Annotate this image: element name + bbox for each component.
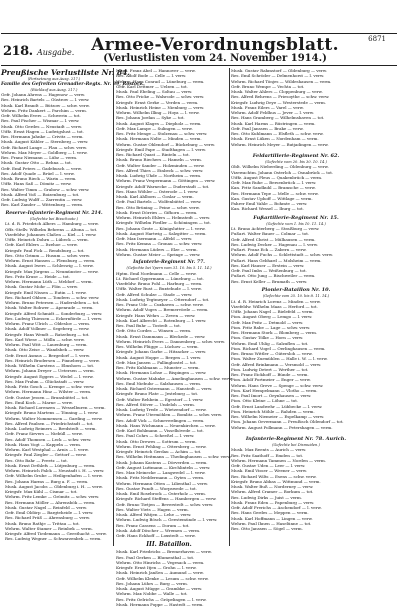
casualty-list	[1, 221, 107, 541]
list-item: Res. Emil Niebuhr — Salzhausen — verm.	[116, 380, 202, 386]
list-item: Res. Adolf Thomsen — Leck — schw. verw.	[5, 436, 92, 442]
list-item: Gefr. Paul Janssen — Brake — verw.	[231, 125, 304, 131]
list-item: Musk. August Jacobs — Oldenburg i. H. — verw.	[5, 483, 103, 489]
list-item: Musk. Gustav Nagel — Reinfeld — verw.	[5, 504, 87, 510]
list-item: Musk. Gustav Otto — Rehna — tot.	[1, 160, 72, 166]
list-item: Wehrm. Heinrich Meyer — Butjadingen — verw.	[231, 141, 329, 147]
list-item: Res. Gustav Pundt — Worpswede — tot.	[116, 485, 197, 491]
list-item: Gefr. Wilhelm Grube — Heiligenhafen — l. verw.	[5, 473, 103, 479]
column-1	[1, 68, 145, 548]
list-item: Res. Walter Viets — Hagen — verm.	[116, 506, 189, 512]
list-item: Musk. Karl Hoffmann — Lingen — verw.	[231, 515, 313, 521]
list-item: Res. Franz Cassens — Dorum — tot.	[116, 522, 190, 528]
list-item: Wehrm. Franz Utermöhlen — Bomlitz — schw. verw.	[116, 412, 223, 418]
list-item: Res. Karl Hauser — Erstein — verw.	[231, 262, 305, 268]
list-item: Wehrm. Heinrich Evers — Dannenberg — schw. verw.	[116, 338, 225, 344]
list-item: Gefr. Walter Sander — Holzminden — verw.	[116, 162, 205, 168]
list-item: Gefr. Otto Cordes — Winsen — verm.	[116, 328, 192, 334]
list-item: Res. Ludwig Thiessen — Eckernförde — l. verw.	[5, 315, 103, 321]
list-item: Wehrm. Fritz Dankert — Parchim — verm.	[1, 107, 87, 113]
list-item: Res. Hans Gramberg — Wilhelmshaven — tot.	[231, 115, 325, 121]
list-item: Musk. Richard Ostermann — Hanstedt — verw.	[116, 386, 213, 392]
list-item: Lt. Bruno Achterberg — Straßburg — verw.	[231, 226, 320, 232]
list-item: Musk. Ernst Lüken — Nordenham — verm.	[231, 136, 319, 142]
list-item: Musk. Ludwig Reimers — Bredstedt — verm.	[5, 426, 97, 432]
section-subtitle: (Gefechte bei Bixschoote.)	[29, 216, 79, 221]
list-item: Gefr. Ernst Landwehr — Lübbecke — l. verw.	[231, 403, 323, 409]
list-item: Gefr. August Luttmann — Kirchlinteln — verw.	[116, 464, 211, 470]
issue-label: Ausgabe.	[37, 48, 75, 57]
casualty-list	[116, 68, 222, 257]
list-item: Musk. Hans Wichmann — Neuenkirchen — verw.	[116, 422, 216, 428]
list-item: Kriegsfr. Johann Garbe — Hitzacker — verw.	[116, 349, 207, 355]
list-item: Kriegsfr. Ernst Gerke — Verden — verm.	[116, 99, 199, 105]
list-item: Oblt. Wilhelm Nieberding — Oldenburg — verw.	[231, 164, 329, 170]
list-item: Res. Hermann Tepe — Melle — schw. verw.	[231, 190, 319, 196]
list-item: Wehrm. Paul Ihnen — Haselünne — tot.	[231, 520, 312, 526]
section-subtitle: (Gefechte bei Ypern vom 31. 10. bis 5. 11. 14.)	[126, 266, 212, 270]
list-item: Res. Johann Jordan — Syke — tot.	[116, 115, 185, 121]
list-item: Wehrm. Paul Witt — Lauenburg — verm.	[5, 342, 88, 348]
list-item: Wehrm. Wilhelm Illing — Hoya — l. verw.	[116, 110, 200, 115]
list-item: Lt. Richard Oppermann — Lüneburg — tot.	[116, 275, 204, 281]
section-title: Preußische Verlustliste Nr. 84.	[1, 68, 130, 77]
list-item: Kan. Gustav Uphoff — Wittlage — verm.	[231, 195, 313, 201]
list-item: Gefr. Ernst Asmus — Bergedorf — l. verw.	[5, 352, 90, 358]
list-item: Musk. Otto Gerdes — Neustadt — verw.	[1, 123, 82, 129]
list-item: Musk. August Hartwig — Salzgitter — verm.	[116, 230, 207, 236]
list-item: Gefr. Richard Lange — Plau — schw. verw.	[1, 144, 87, 150]
list-item: Utffz. Ernst Hagen — Ludwigslust — tot.	[1, 128, 84, 134]
column-divider-2	[229, 68, 230, 546]
list-item: Res. Max Frahm — Glückstadt — verw.	[5, 378, 85, 384]
list-item: Musk. Ernst Dörries — Gifhorn — verm.	[116, 209, 198, 215]
list-item: Res. Alfred Behrens — Friesoythe — schw. verw.	[231, 94, 330, 100]
list-item: Res. Franz Niemann — Lübz — verm.	[1, 155, 78, 161]
list-item: Musk. Otto Drewes — Sottrum — verm.	[116, 438, 197, 444]
list-item: Kriegsfr. Ludwig Deye — Westerstede — verm.	[231, 99, 326, 105]
list-item: Wehrm. Bruno Petersen — Hadersleben — tot.	[5, 300, 100, 306]
list-item: Musk. August Hoppe — Bergen — l. verw.	[116, 354, 202, 360]
list-item: Gefr. Johann Ahrens — Hagenow — verw.	[1, 92, 85, 98]
list-item: Utffz. Walter Rust — Buxtehude — l. verw.	[116, 286, 202, 292]
list-item: Res. Alfred Stöver — Undeloh — verm.	[116, 401, 195, 407]
list-item: Gefr. Max Isermann — Alfeld — verw.	[116, 236, 193, 241]
list-item: Lt. d. R. Heinrich Lorenz — Minden — verw.	[231, 298, 321, 304]
list-item: Gefr. Wilhelm Evers — Schwerin — tot.	[1, 113, 81, 119]
list-item: Musk. Franz Eilers — Varel — verw.	[231, 104, 304, 110]
list-item: Gefr. Franz Sievers — Niebüll — verw.	[5, 431, 83, 437]
list-item: Musk. Johann Kastens — Dörverden — verm.	[116, 459, 208, 465]
list-item: Gefr. Max Peitz — Detmold — verw.	[231, 319, 304, 325]
list-item: Kriegsfr. Emil Pape — Stadthagen — l. verw.	[116, 146, 207, 152]
list-item: Wehrm. Otto Hinrichs — Vegesack — verm.	[116, 559, 205, 565]
list-item: Wehrm. Emil Uhlig — Salzuflen — tot.	[231, 340, 309, 346]
list-item: Musk. August Iwers — Schleswig — l. verw.	[5, 263, 94, 269]
list-item: Res. Franz Eickhoff — Bünde — verm.	[231, 372, 309, 378]
list-item: Musk. Wilhelm Carstens — Elmshorn — tot.	[5, 363, 95, 369]
list-item: Musk. Hermann Nolte — Minden — verm.	[116, 136, 202, 142]
list-item: Res. Wilhelm Flügge — Lüchow — verm.	[116, 344, 199, 350]
list-item: Musk. Paul Ebeling — Soltau — verw.	[116, 89, 193, 94]
list-item: Musk. Franz Abel — Hannover — verw.	[116, 68, 196, 73]
list-item: Musk. Otto Zeise — Wandsbek — verw.	[5, 347, 85, 353]
list-item: Res. Alfred Thies — Einbeck — schw. verw.	[116, 167, 204, 173]
list-item: Pion. Otto Kleine — Löhne — tot.	[231, 398, 299, 404]
list-item: Wehrm. Walter Stamer — Reinbek — verm.	[5, 525, 93, 531]
list-item: Res. Paul Fischer — Wismar — l. verw.	[1, 118, 80, 124]
list-item: Pion. Heinrich Möhle — Rahden — verm.	[231, 408, 315, 414]
list-item: Wehrm. Heinrich Falck — Neustadt i. H. — verw.	[5, 468, 105, 474]
list-item: Res. Karl Wiese — Mölln — schw. verw.	[5, 336, 85, 342]
list-item: Kriegsfr. Max Kühl — Cismar — tot.	[5, 489, 78, 495]
column-divider-1	[113, 68, 114, 546]
section-title: Fußartillerie-Regiment Nr. 15.	[253, 214, 339, 221]
list-item: Res. Paul Imort — Oeynhausen — verw.	[231, 393, 312, 399]
column-3	[231, 68, 361, 548]
list-item: Wehrm. Johann Dreyer — Uetersen — verm.	[5, 368, 95, 374]
list-item: Musk. Adolf Döscher — Wremen — verm.	[116, 527, 201, 533]
list-item: Wehrm. Ernst Hansen — Flensburg — verm.	[5, 258, 96, 264]
list-item: Gefr. Gustav Jessen — Brunsbüttel — tot.	[5, 394, 89, 400]
section-title: III. Bataillon.	[146, 541, 192, 549]
list-item: Fußart. Walter Bauer — Colmar — tot.	[231, 231, 310, 237]
list-item: Res. Paul Buhr — Tostedt — tot.	[116, 323, 181, 329]
list-item: Kriegsfr. Wilhelm Fiedler — Schöningen — tot.	[116, 220, 211, 226]
list-item: Wehrm. Ludwig Bösch — Geestemünde — l. verw.	[116, 517, 218, 523]
casualty-list	[231, 226, 361, 284]
list-item: Wehrm. Hermann Otten — Lilienthal — verw.	[116, 480, 209, 486]
list-item: Wehrm. Gustav Meier — Springe — verw.	[116, 251, 201, 257]
list-item: Res. Fritz Menge — Stolzenau — schw. verw.	[116, 131, 208, 136]
casualty-list	[116, 270, 233, 539]
list-item: Wehrm. Alfred Cramer — Borkum — tot.	[231, 489, 314, 495]
list-item: Wehrm. Max Meyer — Goldberg — l. verw.	[1, 149, 88, 155]
list-item: Wehrm. Franz Vespermann — Göttingen — verw.	[116, 178, 216, 184]
list-item: Musk. Karl Albrecht — Rotenburg — l. verw.	[116, 317, 207, 323]
list-item: Musk. Adolf Vollmer — Segeberg — verw.	[5, 326, 90, 332]
list-item: Utffz. Hans Saß — Dömitz — verw.	[1, 181, 72, 187]
casualty-list	[1, 92, 107, 208]
list-item: Res. Heinrich Bartels — Güstrow — l. verw.	[1, 97, 90, 103]
list-item: Res. Walter Timm — Grabow — schw. verw.	[1, 186, 90, 192]
list-item: Musk. Richard Lorenzen — Wesselburen — verm.	[5, 405, 106, 411]
list-item: Wehrm. Richard Tönjes — Wildeshausen — verm.	[231, 78, 332, 84]
list-item: Res. Paul Cohrs — Scheeßel — l. verw.	[116, 433, 195, 439]
list-item: Musk. Gustav Mohr — Plön — verw.	[5, 284, 78, 290]
list-item: Gefr. Alfred Brinkmann — Versmold — verw.	[231, 361, 322, 367]
section-subtitle: (Gefechte vom 1. bis 10. 11. 14.)	[266, 221, 326, 226]
list-item: Kriegsfr. Adolf Warnecke — Duderstadt — tot.	[116, 183, 210, 189]
list-item: Res. Ernst Keller — Brumath — verw.	[231, 278, 308, 284]
list-item: Res. Ludwig Decker — Hagenau — l. verw.	[231, 241, 318, 247]
list-item: Res. Franz Ude — Cuxhaven — schw. verw.	[116, 302, 204, 308]
list-item: Musk. Walter Rohwer — Apenrade — verm.	[5, 305, 94, 311]
list-item: Res. Adolf Bode — Celle — l. verw.	[116, 73, 187, 79]
list-item: Fußart. Otto Jung — Bischweiler — verm.	[231, 273, 316, 279]
list-item: Pion. August Oberg — Lemgo — l. verw.	[231, 314, 313, 320]
list-item: Res. Wilhelm Heitmann — Thedinghausen — schw. verw.	[116, 454, 232, 460]
list-item: Res. Otto Kuhlmann — Elsfleth — schw. verw.	[231, 131, 324, 136]
list-item: Pion. Gustav Tölke — Horn — verw.	[231, 335, 304, 341]
list-item: Fahrer Emil Vahle — Bohmte — verw.	[231, 201, 308, 207]
list-item: Musk. Hermann Lüders — Elze — verm.	[116, 246, 198, 252]
list-item: Offz.-Stellv. Wilhelm Behrens — Altona — tot.	[5, 226, 98, 232]
list-item: Musk. Karl Brandt — Bützow — schw. verw.	[1, 102, 90, 108]
list-item: Vizewachtm. Johann Osterloh — Osnabrück — tot.	[231, 169, 334, 175]
list-item: Res. Otto Grimm — Husum — schw. verw.	[5, 252, 90, 258]
casualty-list	[231, 164, 361, 211]
list-item: Gefr. Max Lampe — Sulingen — verw.	[116, 125, 193, 131]
list-item: Fußart. Franz Eck — Zabern — verw.	[231, 247, 307, 253]
list-item: Utffz. August Pleus — Quakenbrück — verm.	[231, 174, 323, 180]
list-item: Res. Fritz Kemna — Gronau — schw. verw.	[116, 241, 203, 247]
list-item: Utffz. Heinrich Dohrn — Lübeck — verm.	[5, 237, 89, 243]
list-item: Gefr. Emil Oldörp — Bargteheide — l. verw.	[5, 510, 94, 516]
list-item: Res. Adolf Vick — Schneverdingen — verm.	[116, 417, 205, 423]
list-item: Musk. Emil Rosebrock — Osterholz — verm.	[116, 491, 207, 497]
section-title: Feldartillerie-Regiment Nr. 62.	[252, 152, 340, 159]
list-item: Musk. Fritz Gosch — Krempe — schw. verw.	[5, 384, 95, 390]
list-item: Musk. August Mügge — Grambke — verw.	[116, 586, 203, 592]
list-item: Res. Karl Zander — Wittenburg — verm.	[1, 202, 84, 208]
list-item: Res. Emil Schröder — Delmenhorst — l. verw.	[231, 73, 325, 79]
list-item: Res. Hermann Möller — Ahrensbök — verm.	[5, 499, 96, 505]
list-item: Pion. Johann Oevermann — Preußisch Oldendorf — tot.	[231, 419, 344, 425]
list-item: Res. Richard Wilts — Esens — schw. verw.	[231, 473, 317, 479]
list-item: Lt. d. R. Friedrich Albers — Hamburg — verw.	[5, 221, 99, 227]
list-item: Gefr. Karl Bohlmann — Visselhövede — tot.	[116, 428, 204, 434]
list-item: Res. Otto Fricke — Walsrode — schw. verw.	[116, 94, 205, 100]
column-2	[116, 68, 233, 607]
casualty-list	[231, 68, 361, 147]
list-item: Res. Adolf Quade — Brüel — l. verw.	[1, 170, 75, 176]
list-item: Musk. Ernst Dethlefs — Lütjenburg — verm.	[5, 462, 96, 468]
section-title: Infanterie-Regiment Nr. 77.	[133, 260, 205, 265]
list-item: Musk. Walter Ahlers — Cloppenburg — verw.	[231, 89, 323, 94]
list-item: Kriegsfr. Heinrich Gerdau — Achim — tot.	[116, 449, 202, 455]
list-item: Res. Fritz Oelrichs — Gröpelingen — l. verw.	[116, 596, 207, 602]
list-item: Res. Ludwig Dirks — Juist — verm.	[231, 494, 303, 500]
list-item: Res. Otto Janssen — Sögel — verm.	[231, 526, 303, 532]
casualty-list	[231, 299, 361, 430]
list-item: Musk. Ludwig Uhde — Northeim — verm.	[116, 173, 202, 178]
page-subtitle: (Verlustlisten vom 24. November 1914.)	[103, 53, 327, 64]
list-item: Musk. Ludwig Trede — Wietzendorf — verw.	[116, 407, 207, 413]
list-item: Kriegsfr. Richard Steffens — Hambergen — verw.	[116, 496, 217, 502]
list-item: Musk. Bruno Rieck — Warin — verm.	[1, 176, 77, 182]
list-item: Musk. Bruno Riechers — Hameln — verm.	[116, 157, 202, 163]
list-item: Musk. Franz Eden — Papenburg — verw.	[231, 499, 315, 505]
section-subtitle: (Rücklauf aus Ausg. 217.)	[30, 87, 78, 92]
list-item: Res. Richard Prüß — Ahrensburg — verw.	[5, 515, 90, 521]
list-item: Utffz. Johann Nagel — Bielefeld — verm.	[231, 309, 314, 315]
list-item: Gefr. Wilhelm Klenke — Lesum — schw. verw.	[116, 575, 209, 581]
list-item: Res. Bruno Wittler — Gütersloh — verw.	[231, 351, 313, 357]
list-item: Musk. Emil Visser — Weener — verw.	[231, 468, 308, 474]
list-item: Gefr. Walter Rehbein — Egestorf — l. verw.	[116, 396, 204, 402]
list-item: Musk. Ludwig Tegtmeyer — Otterndorf — tot.	[116, 296, 210, 302]
list-item: Kriegsfr. Paul Ziegler — Gettorf — verw.	[5, 452, 87, 458]
list-item: Gefr. Max Ruhe — Bersenbrück — l. verw.	[231, 180, 317, 186]
list-item: Res. Emil Koch — Marne — verw.	[5, 399, 73, 405]
list-item: Musk. August Klages — Diepholz — verm.	[116, 120, 202, 126]
list-item: Res. Fritz Kruse — Heide — tot.	[5, 273, 70, 279]
list-item: Res. Otto Bahr — Preetz — tot.	[5, 457, 68, 463]
list-item: Kriegsfr. Bruno Abbas — Wittmund — verm.	[231, 478, 321, 484]
page-number: 6871	[368, 35, 386, 43]
list-item: Kriegsfr. Ernst Itjen — Grohn — l. verw.	[116, 565, 197, 571]
list-item: Musk. Fritz Neddermann — Oyten — verm.	[116, 475, 205, 481]
list-item: Wehrm. Hermann Lüth — Meldorf — verm.	[5, 279, 93, 285]
list-item: Wehrm. Adolf Feldhus — Jever — l. verw.	[231, 110, 315, 115]
list-item: Musk. Ernst Dammann — Bleckede — verw.	[116, 333, 206, 339]
list-item: Res. Ludwig Wegner — Schwarzenbek — verm.	[5, 536, 102, 542]
list-item: Gefr. Bruno Wempe — Vechta — tot.	[231, 83, 305, 89]
list-item: Vizefeldw. Johannes Claßen — Kiel — l. verw.	[5, 231, 97, 237]
list-item: Kriegsfr. Alfred Schmidt — Sonderburg — verw.	[5, 310, 103, 316]
list-item: Wehrm. Karl Westphal — Arnis — l. verw.	[5, 447, 89, 453]
list-item: Res. Richard Quast — Rinteln — tot.	[116, 152, 190, 157]
header-rule-top	[1, 33, 397, 34]
list-item: Kriegsfr. August Eggers — Wedel — l. verw.	[5, 373, 94, 379]
list-item: Pion. Richard Vogel — Oerlinghausen — verm.	[231, 345, 326, 351]
list-item: Musk. Walter Buß — Norderney — verw.	[231, 484, 314, 490]
list-item: Wehrm. Hermann Tammen — Norden — verm.	[231, 457, 326, 463]
list-item: Pion. Adolf Fortmeier — Enger — verw.	[231, 377, 311, 383]
list-item: Musk. Hermann Lohse — Bispingen — verw.	[116, 370, 207, 376]
list-item: Res. Otto Brüning — Peine — schw. verw.	[116, 204, 200, 210]
list-item: Fußart. Hans Gebhard — Molsheim — verm.	[231, 257, 322, 263]
list-item: Res. Heinrich Brodersen — Pinneberg — verw.	[5, 357, 100, 363]
list-item: Res. Hans Wöhler — Osterode — l. verw.	[116, 188, 199, 194]
list-item: Musk. Alfred Wätjen — Lehe — verw.	[116, 512, 192, 518]
list-item: Wehrm. August Pollmann — Petershagen — verm.	[231, 424, 333, 430]
list-item: Kriegsfr. Alfred Tiedemann — Geesthacht — verw.	[5, 531, 107, 537]
list-item: Res. Richard Ohlsen — Tondern — schw. verw.	[5, 294, 100, 300]
list-item: Vizefeldw. Wilhelm Maas — Herford — tot.	[231, 303, 318, 309]
list-item: Gefr. Paul Bartels — Wolfenbüttel — verw.	[116, 199, 202, 205]
list-item: Res. Alfred Paulsen — Friedrichstadt — tot.	[5, 420, 94, 426]
list-item: Kan. Fritz Sandkuhl — Bramsche — verw.	[231, 185, 316, 191]
list-item: Musk. Hermann Poppe — Hastedt — verm.	[116, 601, 204, 607]
list-item: Res. Fritz Kuhlmann — Munster — verm.	[116, 365, 200, 371]
header-rule-bottom	[1, 65, 397, 66]
list-item: Musk. Heinrich Heine — Nienburg — verw.	[116, 104, 205, 110]
list-item: Res. Hermann Jahnke — Crivitz — verm.	[1, 134, 84, 140]
list-item: Pion. Karl Hempelmann — Vlotho — verm.	[231, 387, 318, 393]
section-subtitle: (Fortsetzung aus Ausg. 217.)	[27, 77, 81, 81]
list-item: Res. Fritz Saathoff — Emden — tot.	[231, 452, 304, 458]
list-item: Musk. Bruno Rathje — Trittau — tot.	[5, 520, 80, 526]
list-item: Pion. Fritz Rabe — Lage — schw. verw.	[231, 324, 311, 330]
list-item: Wehrm. Hermann Hinz — Wilster — verm.	[5, 389, 92, 395]
list-item: Wehrm. Adolf Fuchs — Schlettstadt — schw. verw.	[231, 252, 333, 258]
list-item: Wehrm. Adolf Voges — Bremervörde — verm.	[116, 307, 209, 313]
list-item: Pion. Walter Zurmühlen — Halle i. W. — l. verw.	[231, 356, 328, 362]
section-title: Pionier-Bataillon Nr. 10.	[261, 286, 331, 293]
list-item: Musk. August Kähler — Sternberg — verw.	[1, 139, 89, 145]
list-item: Kriegsfr. Emil Nissen — Eutin — l. verw.	[5, 289, 87, 295]
list-item: Musk. Karl Harms — Rüstringen — verm.	[231, 120, 316, 126]
list-item: Res. Hans Gerdes — Meppen — verm.	[231, 510, 309, 516]
list-item: Gefr. Karl Dettmer — Uelzen — tot.	[116, 83, 188, 89]
list-item: Musk. Karl Ahlborn — Goslar — verm.	[116, 194, 194, 199]
list-item: Kriegsfr. Max Jürgens — Neumünster — verw.	[5, 268, 99, 274]
list-item: Gefr. Bruno Tietjen — Beverstedt — schw. verw.	[116, 501, 214, 507]
list-item: Res. Johann Lührs — Burg — verm.	[116, 580, 188, 586]
issue-number: 218.	[3, 44, 33, 59]
list-item: Gefr. Alfred Christ — Mülhausen — verm.	[231, 236, 316, 242]
list-item: Wehrm. Gustav Ohlendorf — Bückeburg — verw.	[116, 141, 215, 147]
list-item: Gefr. Emil Peters — Gadebusch — verw.	[1, 165, 82, 171]
list-item: Musk. Heinrich Janßen — Aumund — verw.	[116, 570, 204, 576]
section-title: Infanterie-Regiment Nr. 78. Aurich.	[245, 435, 347, 442]
list-item: Gefr. Gustav Uden — Leer — l. verw.	[231, 463, 306, 469]
section-subtitle: (Gefechte vom 25. 10. bis 8. 11. 14.)	[262, 293, 330, 298]
list-item: Kriegsfr. Bruno Martens — Tönning — l. verw.	[5, 410, 99, 416]
list-item: Res. Johann Harms — Burg a. F. — verm.	[5, 478, 89, 484]
list-item: Kriegsfr. Bruno Plate — Jesteburg — tot.	[116, 391, 199, 397]
list-item: Vizefeldw. Bruno Pohl — Harburg — verm.	[116, 281, 203, 287]
list-item: Gefr. Paul Imbs — Weißenburg — tot.	[231, 268, 307, 274]
list-item: Gefr. Adolf Frerichs — Aschendorf — l. verw.	[231, 505, 322, 511]
list-item: Wehrm. Walter Nommensen — Garding — verw.	[5, 415, 103, 421]
list-item: Res. Wilhelm Niemeier — Espelkamp — verw.	[231, 414, 325, 420]
list-item: Res. Paul Gerken — Blumenthal — tot.	[116, 554, 195, 560]
section-subtitle: (Gefechte vom 20. bis 30. 10. 14.)	[265, 159, 327, 164]
casualty-list	[116, 549, 222, 607]
list-item: Res. Hermann Stork — Blomberg — verm.	[231, 330, 318, 336]
list-item: Kriegsfr. Hans Wendt — Ratzeburg — tot.	[5, 331, 90, 337]
list-item: Wehrm. Hans Greve — Spenge — schw. verw.	[231, 382, 324, 388]
list-item: Wehrm. Max Nobbe — Walle — tot.	[116, 591, 188, 597]
list-item: Hptm. Emil Nordmann — Celle — verw.	[116, 270, 197, 276]
list-item: Musk. Karl Friedrichs — Bremerhaven — verw.	[116, 549, 212, 555]
list-item: Musk. Alfred Voß — Boizenburg — tot.	[1, 191, 80, 197]
page-title: Armee-Verordnungsblatt.	[91, 35, 339, 55]
list-item: Musk. Max Reents — Aurich — verw.	[231, 447, 307, 453]
list-item: Wehrm. Fritz Lemke — Grömitz — schw. verw.	[5, 494, 100, 500]
section-subtitle: (Gefechte bei Dixmuiden.)	[272, 442, 320, 447]
list-item: Wehrm. Gustav Mahnke — Amelinghausen — schw. verw.	[116, 375, 233, 381]
list-item: Pion. Ludwig Detert — Werther — tot.	[231, 366, 309, 372]
list-item: Musk. Hans Vogt — Kappeln — verm.	[5, 441, 82, 447]
list-item: Kriegsfr. Hans Wehrs — Zeven — verw.	[116, 312, 196, 318]
list-item: Musk. Gustav Rahmstorf — Oldenburg — verw.	[231, 68, 328, 73]
list-item: Kan. Richard Wessel — Iburg — tot.	[231, 206, 304, 212]
list-item: Res. Johann Grote — Königslutter — l. verw.	[116, 225, 206, 231]
list-item: Kriegsfr. Paul Fick — Rendsburg — tot.	[5, 247, 85, 253]
list-item: Wehrm. Franz Ulrich — Oldesloe — verm.	[5, 321, 91, 327]
list-item: Wehrm. Ernst Fehling — Ottersberg — verw.	[116, 443, 207, 449]
list-item: Res. Max Meinecke — Langwedel — l. verw.	[116, 470, 206, 476]
list-item: Gefr. Ludwig Wulff — Zarrentin — verw.	[1, 197, 83, 203]
casualty-list	[231, 447, 361, 531]
section-title: Familie des Gefreiten Grenadier-Regts. Nr. 89, Rostock.	[1, 81, 145, 87]
list-item: Gefr. Max Jansen — Fallingbostel — tot.	[116, 359, 197, 365]
list-item: Wehrm. Heinrich Ehlers — Helmstedt — verw.	[116, 215, 211, 220]
list-item: Gefr. Karl Ehlers — Itzehoe — verw.	[5, 242, 78, 248]
list-item: Wehrm. Hans Conrad — Lüneburg — verm.	[116, 78, 205, 84]
list-item: Gefr. Hans Eckhoff — Loxstedt — verw.	[116, 533, 196, 539]
section-title: Reserve-Infanterie-Regiment Nr. 214.	[5, 210, 103, 216]
list-item: Gefr. Alfred Schulze — Stade — verw.	[116, 291, 193, 297]
